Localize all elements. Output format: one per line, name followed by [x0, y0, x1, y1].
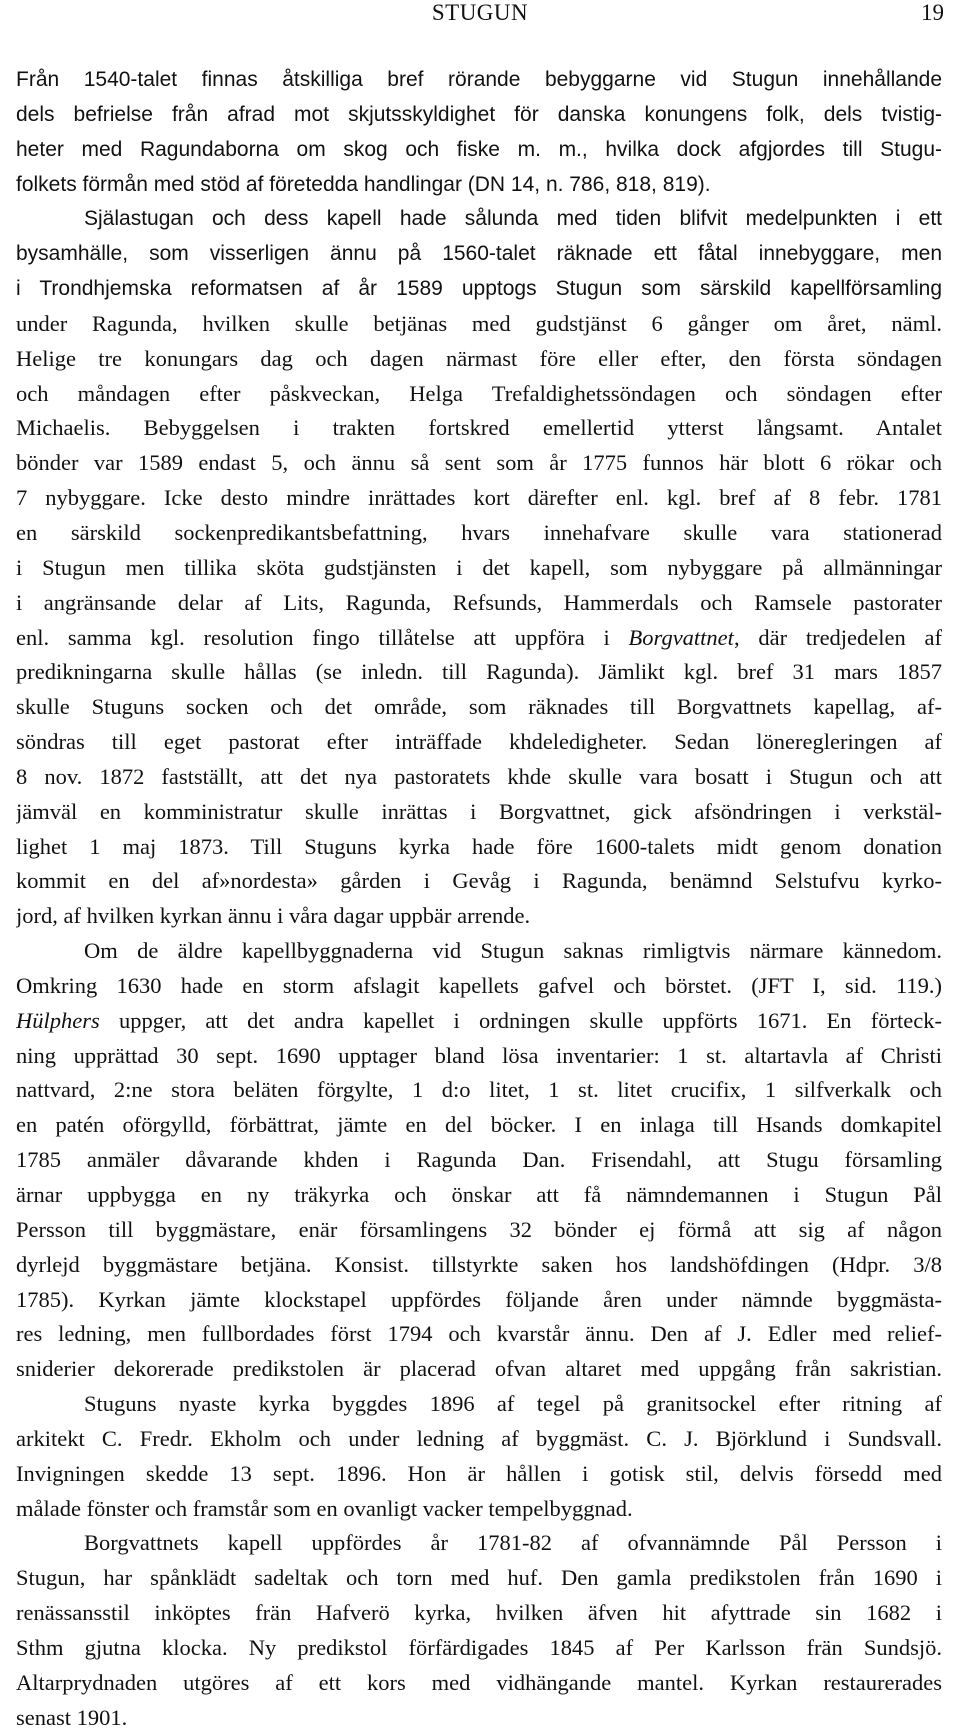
text-line: ning upprättad 30 sept. 1690 upptager bland lösa inventarier: 1 st. altartavla af Christi	[16, 1042, 942, 1068]
paragraph-start-line: Stuguns nyaste kyrka byggdes 1896 af tegel på granitsockel efter ritning af	[84, 1391, 942, 1417]
text-line: Persson till byggmästare, enär församlingens 32 bönder ej förmå att sig af någon	[16, 1216, 942, 1242]
text-line: en patén oförgylld, förbättrat, jämte en del böcker. I en inlaga till Hsands domkapitel	[16, 1112, 942, 1138]
text-line: renässansstil inköptes frän Hafverö kyrka, hvilken äfven hit afyttrade sin 1682 i	[16, 1600, 942, 1626]
text-segment: , där tredjedelen af	[733, 624, 942, 650]
text-line: predikningarna skulle hållas (se inledn. till Ragunda). Jämlikt kgl. bref 31 mars 1857	[16, 659, 942, 685]
text-line: nattvard, 2:ne stora beläten förgylte, 1 d:o litet, 1 st. litet crucifix, 1 silfverkalk och	[16, 1077, 942, 1103]
text-line: jord, af hvilken kyrkan ännu i våra dagar uppbär arrende.	[16, 903, 531, 929]
text-line: bönder var 1589 endast 5, och ännu så sent som år 1775 funnos här blott 6 rökar och	[16, 450, 942, 476]
italic-place-name: Borgvattnet	[628, 624, 734, 650]
text-segment: uppger, att det andra kapellet i ordningen skulle uppförts 1671. En förteck-	[99, 1007, 942, 1033]
text-line: i Stugun men tillika sköta gudstjänsten i det kapell, som nybyggare på allmänningar	[16, 554, 942, 580]
text-line: 8 nov. 1872 fastställt, att det nya pastoratets khde skulle vara bosatt i Stugun och att	[16, 763, 942, 789]
text-line: heter med Ragundaborna om skog och fiske m. m., hvilka dock afgjordes till Stugu-	[16, 137, 942, 161]
text-line: res ledning, men fullbordades först 1794 och kvarstår ännu. Den af J. Edler med relief-	[16, 1321, 942, 1347]
text-line: skulle Stuguns socken och det område, som räknades till Borgvattnets kapellag, af-	[16, 694, 942, 720]
body-text	[16, 63, 942, 1736]
paragraph-start-line: Borgvattnets kapell uppfördes år 1781-82 af ofvannämnde Pål Persson i	[84, 1530, 942, 1556]
text-line	[16, 621, 942, 656]
text-line: 7 nybyggare. Icke desto mindre inrättades kort därefter enl. kgl. bref af 8 febr. 1781	[16, 485, 942, 511]
text-line: Invigningen skedde 13 sept. 1896. Hon är hållen i gotisk stil, delvis försedd med	[16, 1460, 942, 1486]
italic-author-name: Hülphers	[16, 1007, 100, 1033]
text-line: under Ragunda, hvilken skulle betjänas med gudstjänst 6 gånger om året, näml.	[16, 310, 942, 336]
text-line: dels befrielse från afrad mot skjutsskyldighet för danska konungens folk, dels tvistig-	[16, 102, 942, 126]
text-line: i angränsande delar af Lits, Ragunda, Refsunds, Hammerdals och Ramsele pastorater	[16, 589, 942, 615]
text-line: dyrlejd byggmästare betjäna. Konsist. tillstyrkte saken hos landshöfdingen (Hdpr. 3/8	[16, 1251, 942, 1277]
text-line: sniderier dekorerade predikstolen är placerad ofvan altaret med uppgång från sakristian.	[16, 1356, 942, 1382]
text-line: kommit en del af»nordesta» gården i Gevåg i Ragunda, benämnd Selstufvu kyrko-	[16, 868, 942, 894]
text-line: och måndagen efter påskveckan, Helga Trefaldighetssöndagen och söndagen efter	[16, 380, 942, 406]
text-line: Sthm gjutna klocka. Ny predikstol förfärdigades 1845 af Per Karlsson frän Sundsjö.	[16, 1634, 942, 1660]
paragraph-start-line: Om de äldre kapellbyggnaderna vid Stugun saknas rimligtvis närmare kännedom.	[84, 938, 942, 964]
text-line: i Trondhjemska reformatsen af år 1589 upptogs Stugun som särskild kapellförsamling	[16, 277, 942, 301]
text-line: bysamhälle, som visserligen ännu på 1560-talet räknade ett fåtal innebyggare, men	[16, 242, 942, 266]
text-line: Helige tre konungars dag och dagen närmast före eller efter, den första söndagen	[16, 345, 942, 371]
paragraph-start-line: Själastugan och dess kapell hade sålunda med tiden blifvit medelpunkten i ett	[84, 207, 942, 231]
text-line: folkets förmån med stöd af företedda handlingar (DN 14, n. 786, 818, 819).	[16, 172, 711, 196]
text-line: 1785 anmäler dåvarande khden i Ragunda Dan. Frisendahl, att Stugu församling	[16, 1147, 942, 1173]
page-number: 19	[921, 0, 944, 25]
text-line: 1785). Kyrkan jämte klockstapel uppfördes följande åren under nämnde byggmästa-	[16, 1286, 942, 1312]
running-title: STUGUN	[431, 0, 529, 25]
text-line: Michaelis. Bebyggelsen i trakten fortskred emellertid ytterst långsamt. Antalet	[16, 415, 942, 441]
text-line: Altarprydnaden utgöres af ett kors med vidhängande mantel. Kyrkan restaurerades	[16, 1669, 942, 1695]
text-line: Omkring 1630 hade en storm afslagit kapellets gafvel och börstet. (JFT I, sid. 119.)	[16, 972, 942, 998]
text-line: söndras till eget pastorat efter inträffade khdeledigheter. Sedan löneregleringen af	[16, 729, 942, 755]
text-line: senast 1901.	[16, 1704, 128, 1730]
text-line: ärnar uppbygga en ny träkyrka och önskar att få nämndemannen i Stugun Pål	[16, 1182, 942, 1207]
text-line: Stugun, har spånklädt sadeltak och torn med huf. Den gamla predikstolen från 1690 i	[16, 1565, 942, 1591]
text-segment: enl. samma kgl. resolution fingo tillåtelse att uppföra i	[16, 624, 610, 650]
page-header	[0, 0, 960, 30]
text-line: Från 1540-talet finnas åtskilliga bref rörande bebyggarne vid Stugun innehållande	[16, 68, 942, 91]
text-line	[16, 1004, 942, 1039]
text-line: arkitekt C. Fredr. Ekholm och under ledning af byggmäst. C. J. Björklund i Sundsvall.	[16, 1425, 942, 1451]
text-line: målade fönster och framstår som en ovanligt vacker tempelbyggnad.	[16, 1495, 633, 1521]
text-line: en särskild sockenpredikantsbefattning, hvars innehafvare skulle vara stationerad	[16, 519, 942, 545]
text-line: jämväl en komministratur skulle inrättas i Borgvattnet, gick afsöndringen i verkstäl-	[16, 798, 942, 824]
text-line: lighet 1 maj 1873. Till Stuguns kyrka hade före 1600-talets midt genom donation	[16, 833, 942, 859]
